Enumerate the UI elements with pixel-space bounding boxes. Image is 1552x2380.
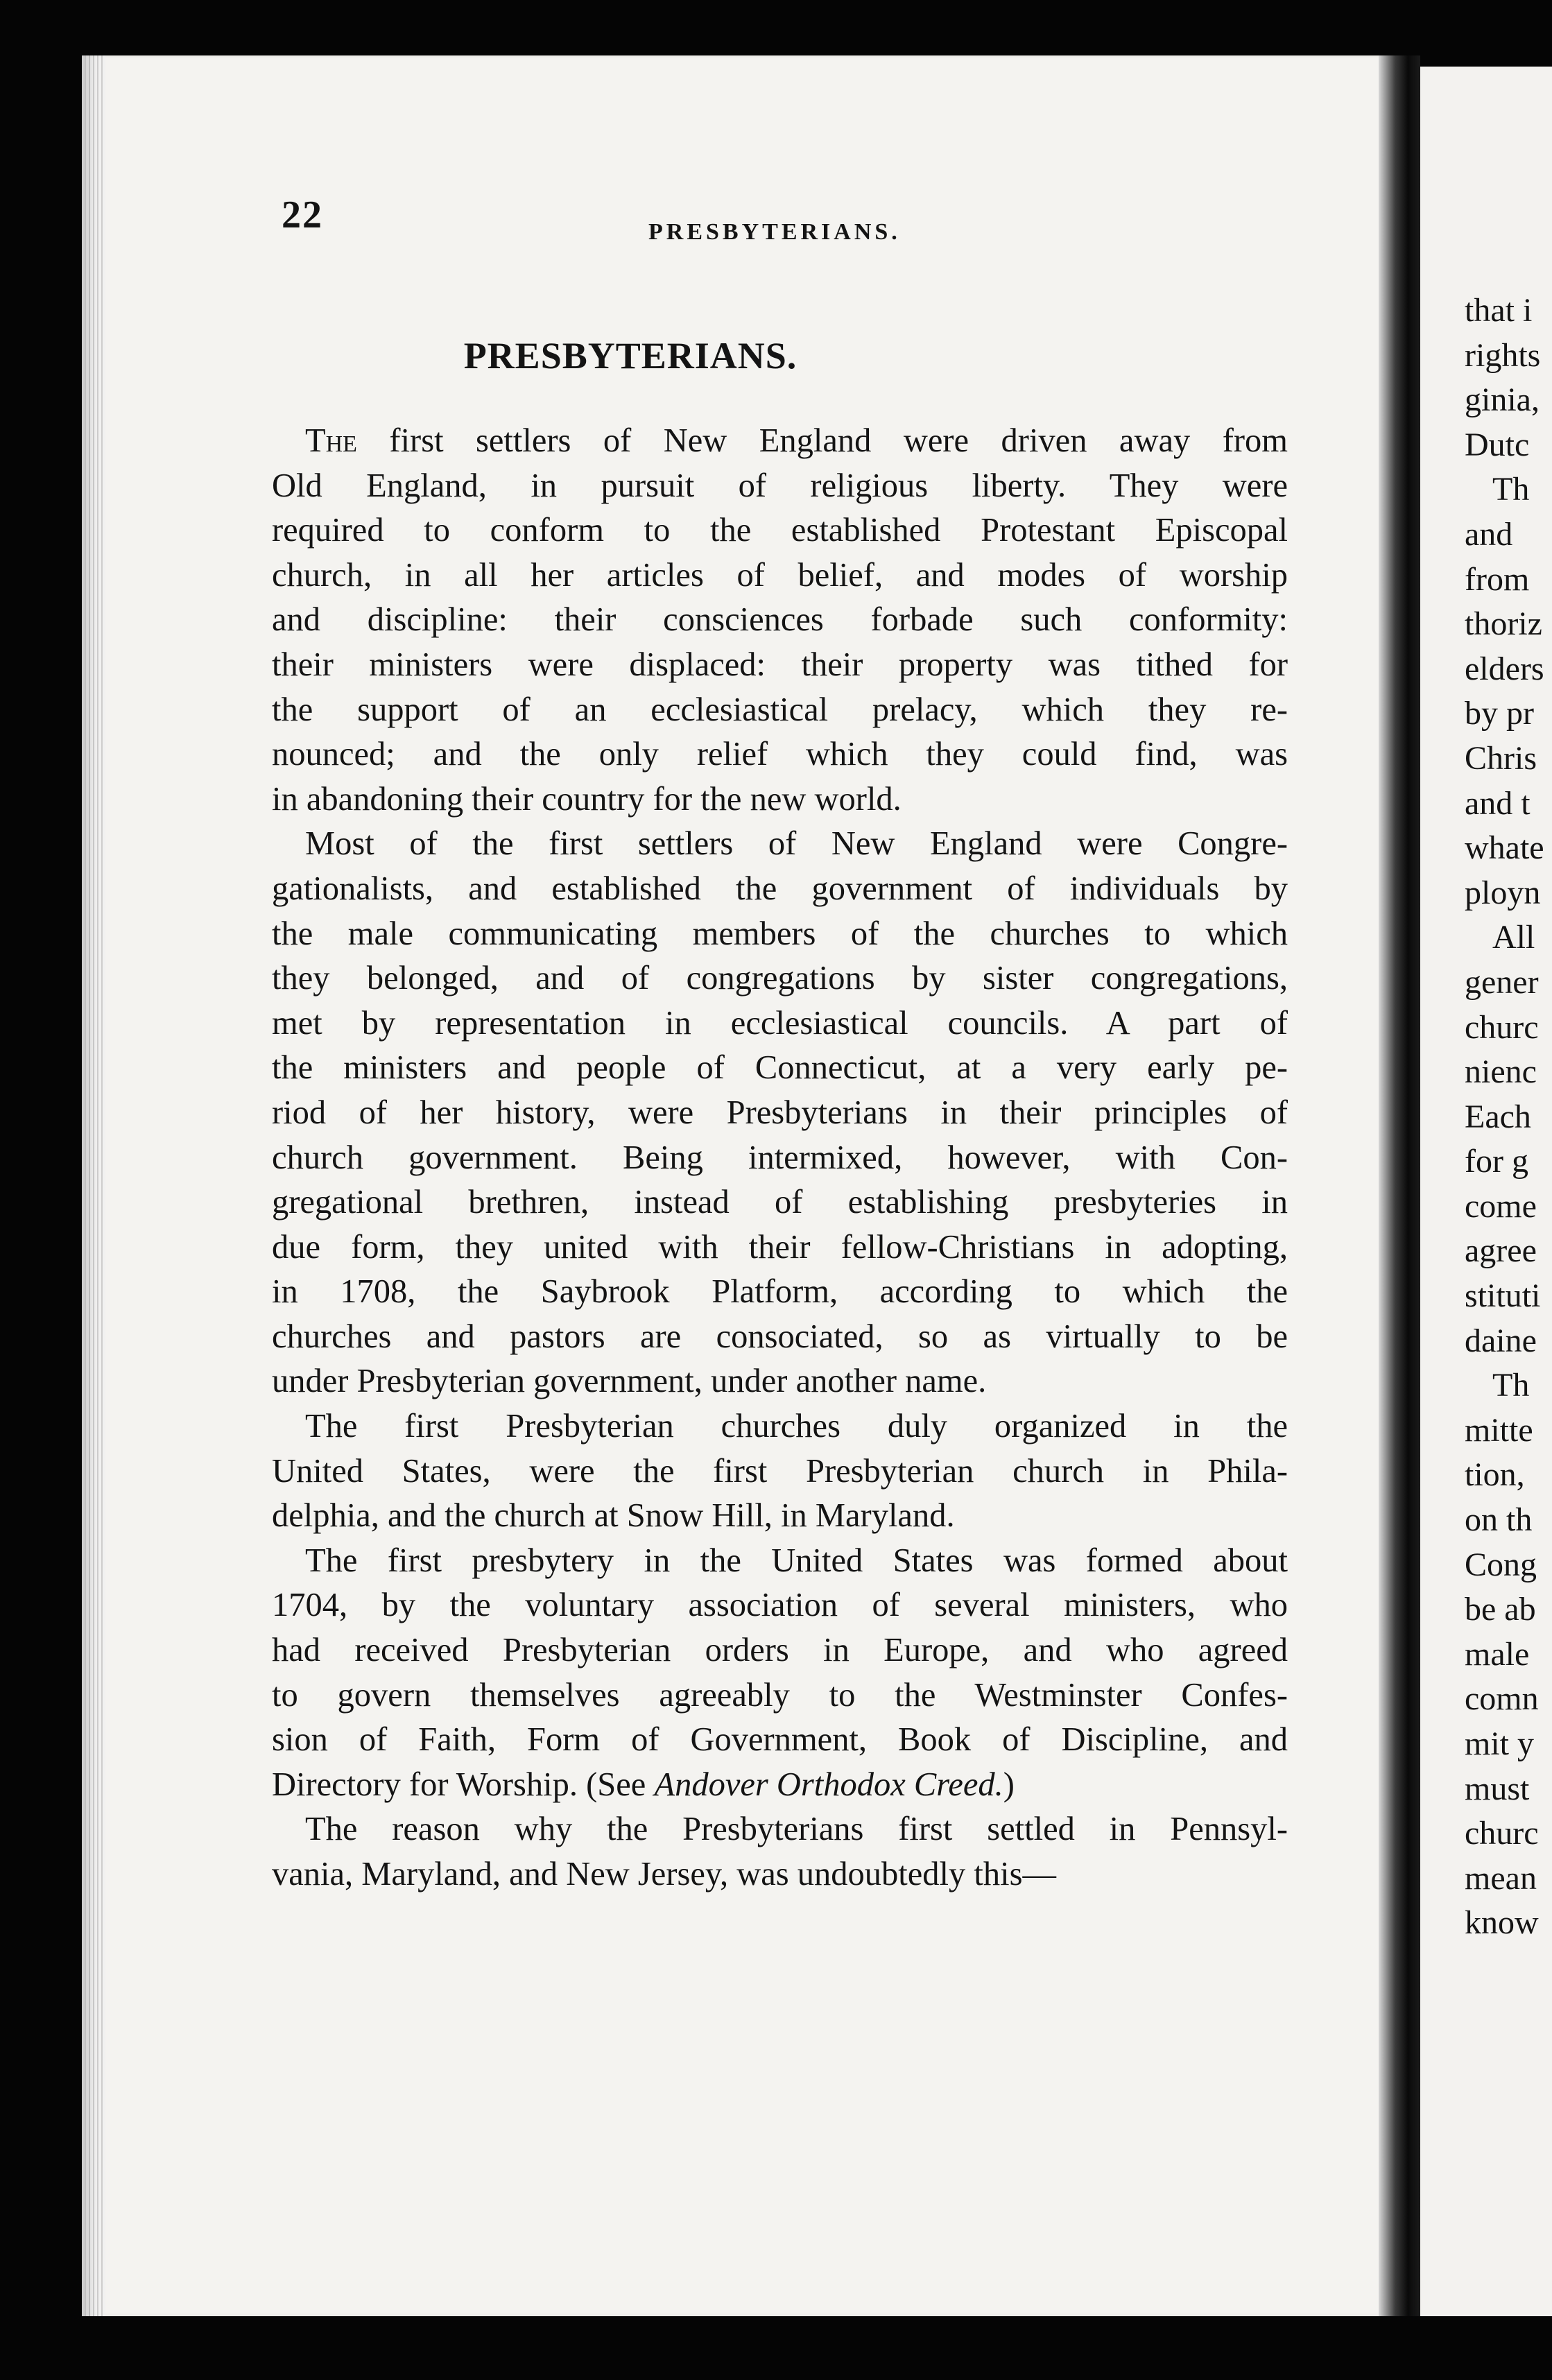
line-text: the support of an ecclesiastical prelacy, which they re- [272,691,1288,728]
line-text: church, in all her articles of belief, and modes of worship [272,556,1288,594]
facing-line-fragment: and t [1465,784,1531,822]
line-text: vania, Maryland, and New Jersey, was undoubtedly this— [272,1856,1056,1892]
book-spine [1379,55,1420,2316]
text-line [272,1046,1288,1091]
line-tail: ) [1003,1766,1015,1803]
line-text: The first presbytery in the United States was formed about [305,1542,1288,1579]
facing-line-fragment: comn [1465,1680,1539,1718]
line-text: to govern themselves agreeably to the Westminster Confes- [272,1676,1288,1714]
line-text: delphia, and the church at Snow Hill, in Maryland. [272,1497,955,1535]
facing-line-fragment: nienc [1465,1053,1537,1091]
facing-line-fragment: by pr [1465,695,1534,732]
line-text: nounced; and the only relief which they could find, was [272,736,1288,773]
text-line [272,688,1288,733]
text-line [272,1763,1288,1808]
line-text: sion of Faith, Form of Government, Book of Discipline, and [272,1721,1288,1759]
facing-line-fragment: mean [1465,1859,1537,1897]
text-line [272,1449,1288,1494]
line-text: The reason why the Presbyterians first settled in Pennsyl- [305,1811,1288,1848]
facing-line-fragment: Dutc [1465,426,1530,463]
text-line [272,1494,1288,1539]
line-text: they belonged, and of congregations by sister congregations, [272,960,1288,997]
line-text: and discipline: their consciences forbade such conformity: [272,601,1288,639]
line-text: Most of the first settlers of New England were Congre- [305,825,1288,863]
text-line [272,732,1288,777]
facing-line-fragment: agree [1465,1232,1537,1270]
italic-citation: Andover Orthodox Creed. [654,1766,1003,1803]
section-title [0,334,1552,377]
line-text: Old England, in pursuit of religious liberty. They were [272,467,1288,504]
small-caps-lead: The [305,422,357,459]
text-line [272,1583,1288,1628]
text-line [272,1225,1288,1270]
line-text: in abandoning their country for the new world. [272,780,902,818]
text-line [272,1359,1288,1404]
facing-line-fragment: Each [1465,1098,1531,1135]
text-line [272,1673,1288,1718]
line-text: riod of her history, were Presbyterians in their principles of [272,1094,1288,1131]
facing-line-fragment: for g [1465,1143,1528,1180]
text-line [272,956,1288,1001]
facing-line-fragment: ployn [1465,874,1541,911]
line-text: due form, they united with their fellow-Christians in adopting, [272,1228,1288,1266]
facing-line-fragment: and [1465,515,1513,553]
text-line [272,598,1288,643]
text-line [272,1539,1288,1584]
facing-line-fragment: elders [1465,650,1544,687]
text-line [272,1091,1288,1136]
line-text: in 1708, the Saybrook Platform, according to which the [272,1273,1288,1311]
text-line [272,553,1288,598]
facing-line-fragment: must [1465,1770,1530,1807]
line-text: churches and pastors are consociated, so as virtually to be [272,1318,1288,1355]
running-head: PRESBYTERIANS. [648,219,901,245]
text-line [272,1404,1288,1449]
text-line [272,1001,1288,1046]
text-line [272,1718,1288,1763]
facing-line-fragment: be ab [1465,1591,1536,1628]
facing-line-fragment: thoriz [1465,605,1542,643]
facing-line-fragment: know [1465,1904,1539,1942]
facing-line-fragment: Cong [1465,1546,1537,1583]
line-text: the ministers and people of Connecticut, at a very early pe- [272,1049,1288,1087]
text-line [272,1136,1288,1181]
body-text [272,419,1288,1897]
text-line [272,867,1288,912]
line-text: the male communicating members of the churches to which [272,915,1288,952]
line-text: under Presbyterian government, under another name. [272,1363,987,1400]
text-line [272,643,1288,688]
line-text: their ministers were displaced: their property was tithed for [272,646,1288,683]
facing-line-fragment: ginia, [1465,381,1540,419]
line-text: gregational brethren, instead of establishing presbyteries in [272,1184,1288,1221]
text-line [272,464,1288,509]
facing-line-fragment: Th [1492,471,1530,508]
line-text: met by representation in ecclesiastical councils. A part of [272,1004,1288,1042]
facing-line-fragment: rights [1465,336,1541,374]
facing-line-fragment: mitte [1465,1411,1533,1449]
facing-line-fragment: churc [1465,1815,1539,1852]
line-text: church government. Being intermixed, however, with Con- [272,1139,1288,1176]
facing-line-fragment: daine [1465,1322,1537,1359]
line-text: United States, were the first Presbyterian church in Phila- [272,1452,1288,1490]
facing-line-fragment: male [1465,1635,1530,1673]
facing-line-fragment: on th [1465,1501,1533,1539]
facing-line-fragment: Chris [1465,739,1537,777]
facing-line-fragment: gener [1465,963,1539,1001]
line-text: The first Presbyterian churches duly organized in the [305,1408,1288,1445]
text-line [272,822,1288,867]
line-text: required to conform to the established Protestant Episcopal [272,512,1288,549]
line-text: 1704, by the voluntary association of several ministers, who [272,1587,1288,1624]
facing-page-text [1465,288,1552,1946]
text-line [272,1180,1288,1225]
text-line [272,1270,1288,1315]
page-edge-lines [85,55,105,2316]
page-number: 22 [282,193,323,236]
text-line [272,1315,1288,1360]
facing-line-fragment: from [1465,560,1530,598]
line-text: gationalists, and established the government of individuals by [272,870,1288,907]
text-line [272,419,1288,464]
facing-line-fragment: churc [1465,1008,1539,1046]
text-line [272,1628,1288,1673]
section-title-text: PRESBYTERIANS. [463,335,797,377]
line-text: had received Presbyterian orders in Europe, and who agreed [272,1632,1288,1669]
text-line [272,1807,1288,1852]
facing-line-fragment: tion, [1465,1456,1525,1494]
facing-line-fragment: that i [1465,292,1533,329]
facing-line-fragment: All [1492,919,1535,956]
facing-line-fragment: Th [1492,1367,1530,1404]
facing-line-fragment: stituti [1465,1277,1541,1315]
text-line [272,508,1288,553]
line-text: Directory for Worship. (See [272,1766,655,1803]
text-line [272,777,1288,822]
facing-line-fragment: mit y [1465,1725,1535,1762]
line-text: first settlers of New England were driven away from [356,422,1288,459]
facing-line-fragment: whate [1465,829,1544,867]
facing-line-fragment: come [1465,1187,1537,1225]
text-line [272,912,1288,957]
text-line [272,1852,1288,1897]
